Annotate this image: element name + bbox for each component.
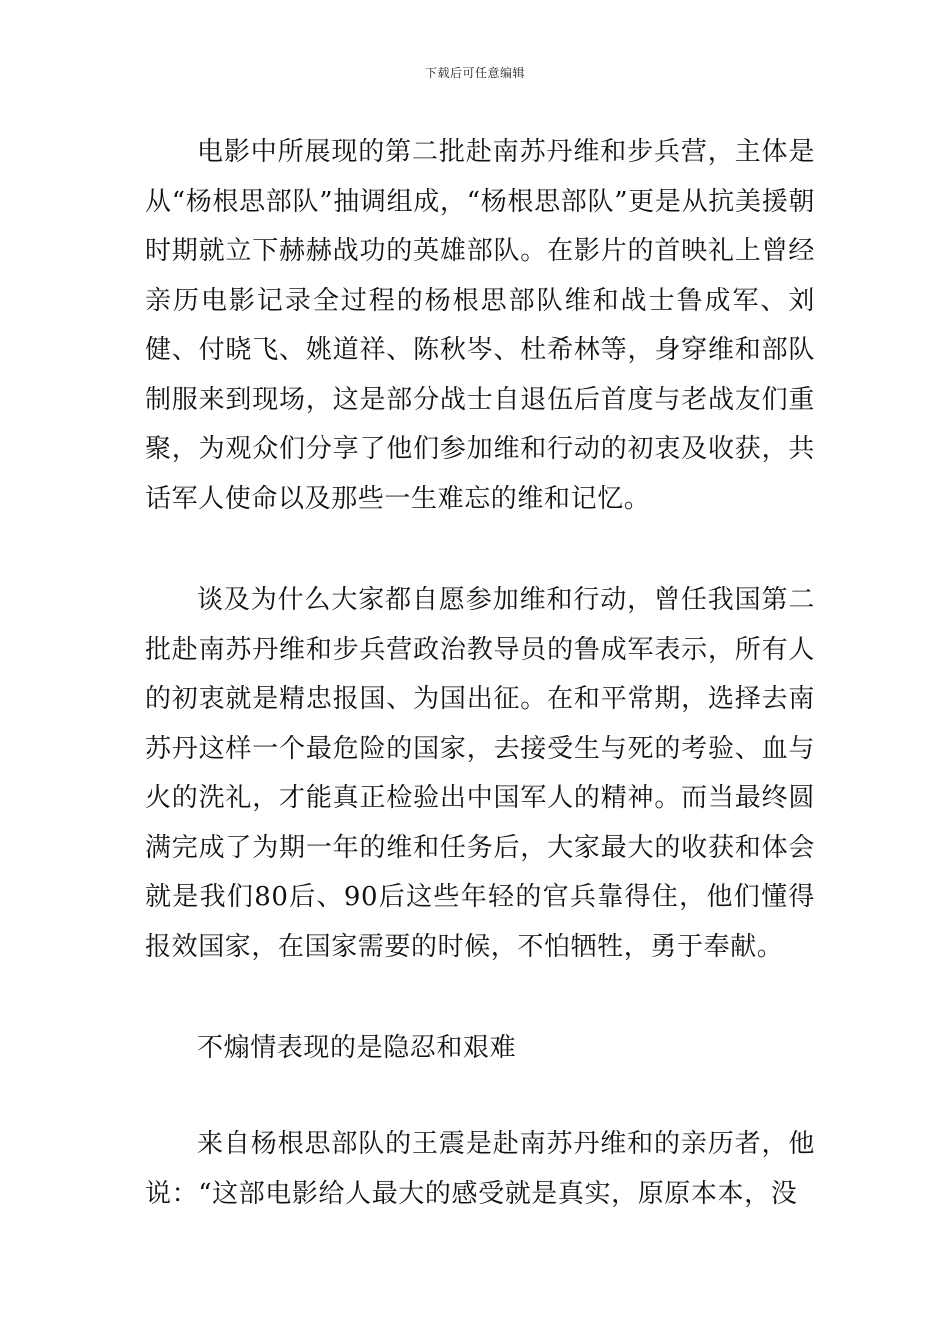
paragraph-2: 谈及为什么大家都自愿参加维和行动，曾任我国第二批赴南苏丹维和步兵营政治教导员的鲁成军表示，所有人的初衷就是精忠报国、为国出征。在和平常期，选择去南苏丹这样一个最危险的国家，去接受生与死的考验、血与火的洗礼，才能真正检验出中国军人的精神。而当最终圆满完成了为期一年的维和任务后，大家最大的收获和体会就是我们80后、90后这些年轻的官兵靠得住，他们懂得报效国家，在国家需要的时候，不怕牺牲，勇于奉献。: [145, 585, 815, 962]
header-note: 下载后可任意编辑: [424, 66, 525, 80]
paragraph-3: 来自杨根思部队的王震是赴南苏丹维和的亲历者，他说：“这部电影给人最大的感受就是真实，原原本本，没: [145, 1129, 815, 1209]
section-subheading: 不煽情表现的是隐忍和艰难: [197, 1033, 517, 1063]
paragraph-1: 电影中所展现的第二批赴南苏丹维和步兵营，主体是从“杨根思部队”抽调组成，“杨根思部队”更是从抗美援朝时期就立下赫赫战功的英雄部队。在影片的首映礼上曾经亲历电影记录全过程的杨根思部队维和战士鲁成军、刘健、付晓飞、姚道祥、陈秋岑、杜希林等，身穿维和部队制服来到现场，这是部分战士自退伍后首度与老战友们重聚，为观众们分享了他们参加维和行动的初衷及收获，共话军人使命以及那些一生难忘的维和记忆。: [145, 137, 815, 514]
